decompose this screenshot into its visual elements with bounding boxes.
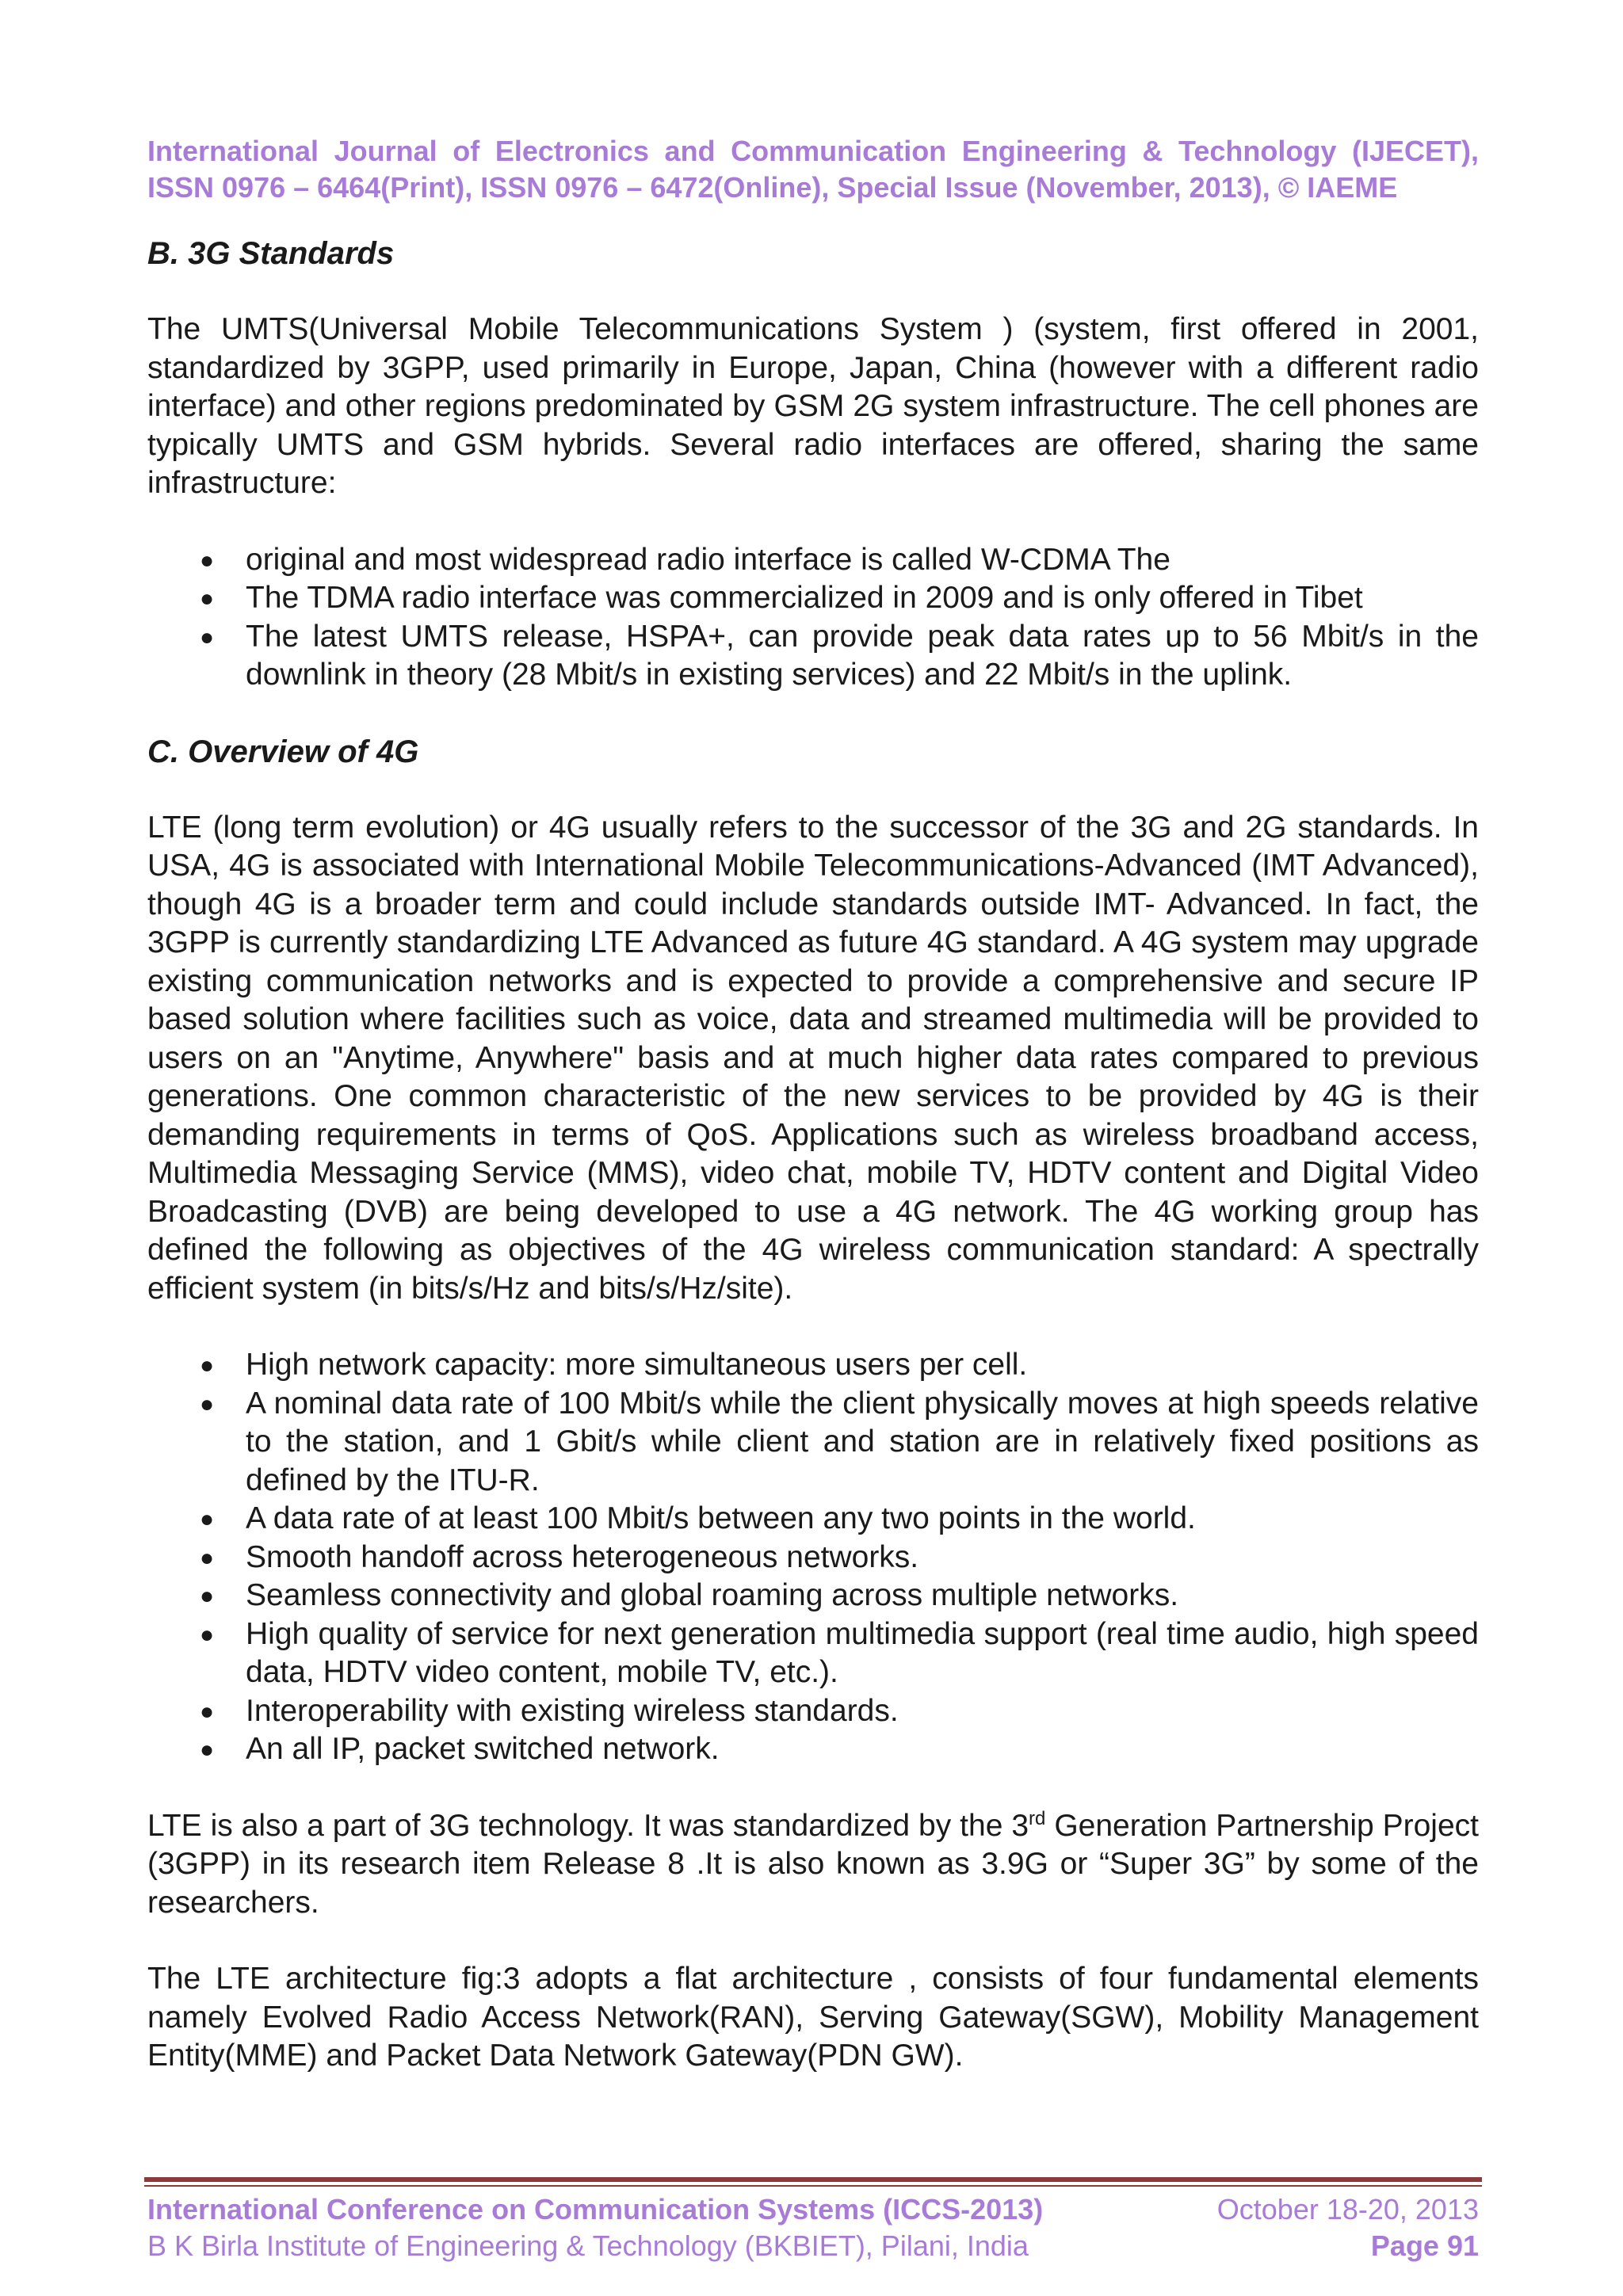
- list-item: ● A data rate of at least 100 Mbit/s between any two points in the world.: [147, 1500, 1479, 1539]
- list-item: ● Seamless connectivity and global roaming across multiple networks.: [147, 1577, 1479, 1615]
- list-item: ● Smooth handoff across heterogeneous networks.: [147, 1539, 1479, 1577]
- bullet-icon: ●: [200, 624, 215, 650]
- footer-divider: [144, 2177, 1482, 2182]
- list-item: ● A nominal data rate of 100 Mbit/s while the client physically moves at high speeds relative to the station, and 1 Gbit/s while client and station are in relatively fixed positions as defined by the ITU-R.: [200, 1386, 1479, 1497]
- bullet-icon: ●: [200, 1737, 215, 1763]
- bullet-list-4g-objectives: [147, 1346, 1479, 1769]
- list-item: ● The TDMA radio interface was commercialized in 2009 and is only offered in Tibet: [147, 579, 1479, 618]
- footer-conference: International Conference on Communication Systems (ICCS-2013): [147, 2193, 1044, 2225]
- list-item: ● original and most widespread radio interface is called W-CDMA The: [147, 541, 1479, 580]
- footer-divider-thin: [144, 2185, 1482, 2187]
- bullet-icon: ●: [200, 1583, 215, 1609]
- bullet-icon: ●: [200, 1506, 215, 1532]
- bullet-icon: ●: [200, 1698, 215, 1725]
- journal-issn-line: ISSN 0976 – 6464(Print), ISSN 0976 – 6472(Online), Special Issue (November, 2013), © IAEME: [147, 171, 1398, 204]
- paragraph-lte-3g: LTE is also a part of 3G technology. It was standardized by the 3rd Generation Partnership Project (3GPP) in its research item Release 8 .It is also known as 3.9G or “Super 3G” by some of the researchers.: [147, 1807, 1479, 1920]
- journal-title-line: International Journal of Electronics and Communication Engineering & Technology (IJECET),: [147, 135, 1479, 167]
- section-heading-3g-standards: B. 3G Standards: [147, 236, 395, 271]
- footer-institute: B K Birla Institute of Engineering & Technology (BKBIET), Pilani, India: [147, 2229, 1029, 2262]
- article-body: [147, 235, 1479, 2076]
- paragraph-umts: The UMTS(Universal Mobile Telecommunications System ) (system, first offered in 2001, standardized by 3GPP, used primarily in Europe, Japan, China (however with a different radio interface) and other regions predominated by GSM 2G system infrastructure. The cell phones are typically UMTS and GSM hybrids. Several radio interfaces are offered, sharing the same infrastructure:: [147, 312, 1479, 500]
- page-number: Page 91: [1370, 2229, 1479, 2262]
- bullet-icon: ●: [200, 1352, 215, 1379]
- bullet-icon: ●: [200, 1621, 215, 1648]
- footer-dates: October 18-20, 2013: [1216, 2193, 1479, 2225]
- bullet-icon: ●: [200, 547, 215, 574]
- bullet-icon: ●: [200, 1544, 215, 1571]
- page-footer: [147, 2191, 1479, 2264]
- superscript-rd: rd: [1029, 1807, 1046, 1829]
- list-item: ● High network capacity: more simultaneous users per cell.: [147, 1346, 1479, 1385]
- bullet-icon: ●: [200, 1390, 215, 1417]
- bullet-list-3g: [147, 541, 1479, 695]
- paragraph-lte-architecture: The LTE architecture fig:3 adopts a flat architecture , consists of four fundamental elements namely Evolved Radio Access Network(RAN), Serving Gateway(SGW), Mobility Management Entity(MME) and Packet Data Network Gateway(PDN GW).: [147, 1962, 1479, 2073]
- paragraph-lte-overview: LTE (long term evolution) or 4G usually refers to the successor of the 3G and 2G standards. In USA, 4G is associated with International Mobile Telecommunications-Advanced (IMT Advanced), though 4G is a broader term and could include standards outside IMT- Advanced. In fact, the 3GPP is currently standardizing LTE Advanced as future 4G standard. A 4G system may upgrade existing communication networks and is expected to provide a comprehensive and secure IP based solution where facilities such as voice, data and streamed multimedia will be provided to users on an "Anytime, Anywhere" basis and at much higher data rates compared to previous generations. One common characteristic of the new services to be provided by 4G is their demanding requirements in terms of QoS. Applications such as wireless broadband access, Multimedia Messaging Service (MMS), video chat, mobile TV, HDTV content and Digital Video Broadcasting (DVB) are being developed to use a 4G network. The 4G working group has defined the following as objectives of the 4G wireless communication standard: A spectrally efficient system (in bits/s/Hz and bits/s/Hz/site).: [147, 810, 1479, 1306]
- journal-header: [147, 133, 1479, 206]
- list-item: ● The latest UMTS release, HSPA+, can provide peak data rates up to 56 Mbit/s in the downlink in theory (28 Mbit/s in existing services) and 22 Mbit/s in the uplink.: [200, 619, 1479, 692]
- list-item: ● High quality of service for next generation multimedia support (real time audio, high speed data, HDTV video content, mobile TV, etc.).: [200, 1616, 1479, 1689]
- list-item: ● Interoperability with existing wireless standards.: [147, 1692, 1479, 1731]
- section-heading-overview-4g: C. Overview of 4G: [147, 734, 419, 769]
- list-item: ● An all IP, packet switched network.: [147, 1730, 1479, 1769]
- bullet-icon: ●: [200, 585, 215, 612]
